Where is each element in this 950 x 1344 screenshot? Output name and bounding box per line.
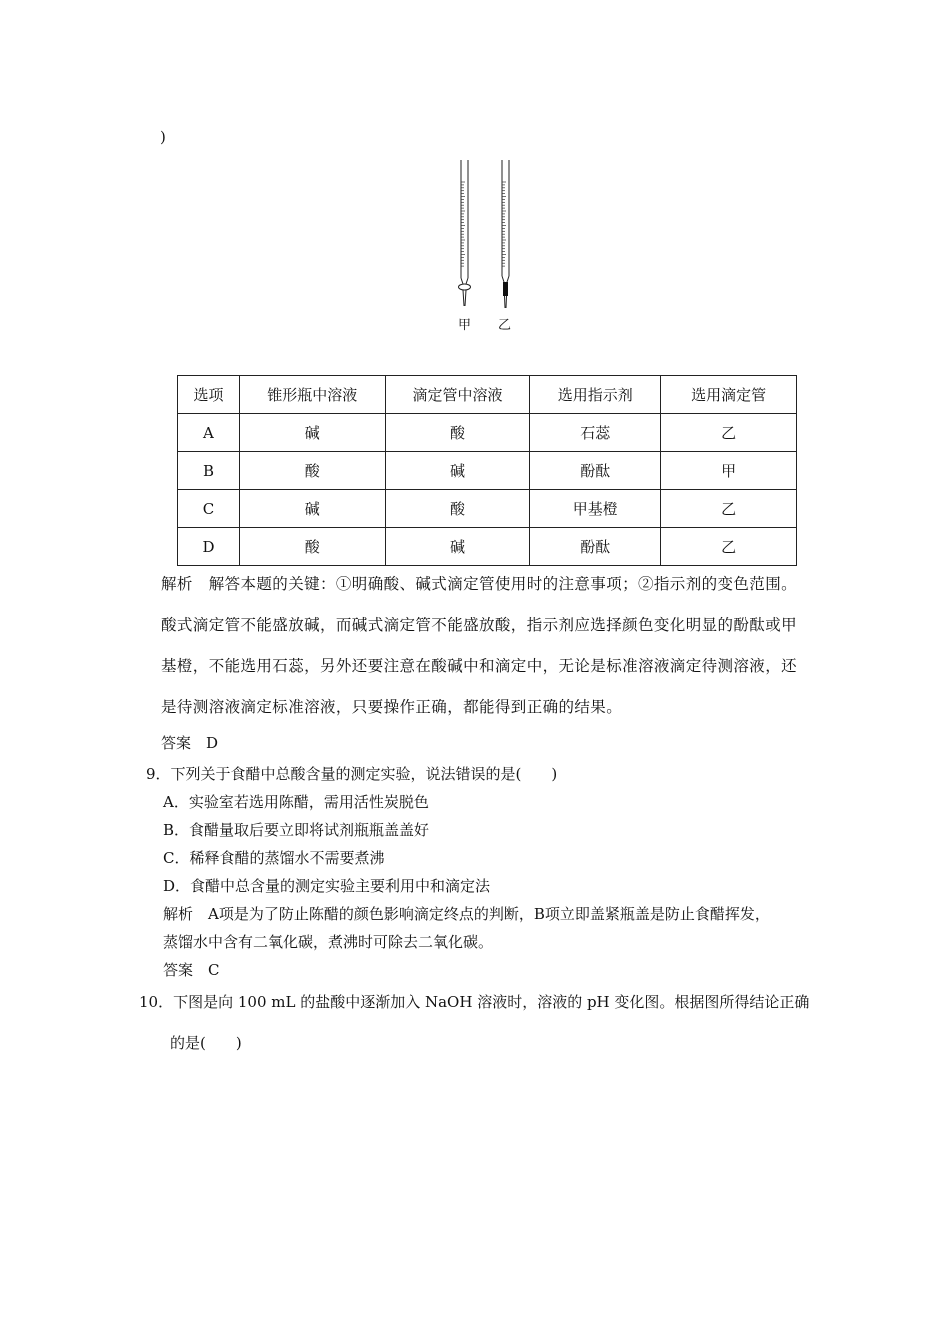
- figure-label-left: 甲: [458, 318, 472, 333]
- base-burette-scale: [502, 182, 506, 266]
- table-cell: 酚酞: [530, 452, 661, 490]
- table-row: [178, 528, 797, 566]
- table-cell: 酸: [239, 452, 385, 490]
- table-cell: 乙: [661, 414, 797, 452]
- top-fragment: ): [160, 128, 166, 146]
- acid-burette-scale: [461, 182, 465, 266]
- q9-analysis-line: 蒸馏水中含有二氧化碳，煮沸时可除去二氧化碳。: [163, 933, 494, 951]
- burette-figure: [440, 158, 530, 338]
- rubber-tube: [503, 282, 508, 296]
- table-cell: 酚酞: [530, 528, 661, 566]
- q8-analysis-line: 基橙，不能选用石蕊，另外还要注意在酸碱中和滴定中，无论是标准溶液滴定待测溶液，还: [161, 657, 798, 675]
- table-header-cell: 锥形瓶中溶液: [239, 376, 385, 414]
- table-row: [178, 452, 797, 490]
- q9-stem: 9．下列关于食醋中总酸含量的测定实验，说法错误的是( ): [146, 765, 558, 783]
- table-cell: 酸: [385, 490, 530, 528]
- table-cell: 碱: [239, 490, 385, 528]
- figure-label-right: 乙: [498, 318, 512, 333]
- options-table: [177, 375, 797, 566]
- table-cell: 乙: [661, 490, 797, 528]
- table-cell: 乙: [661, 528, 797, 566]
- q10-stem-line: 的是( ): [170, 1034, 242, 1052]
- table-cell: 碱: [385, 452, 530, 490]
- table-cell: 甲基橙: [530, 490, 661, 528]
- table-cell: D: [178, 528, 240, 566]
- q8-answer: 答案 D: [161, 734, 219, 752]
- table-cell: 甲: [661, 452, 797, 490]
- table-cell: C: [178, 490, 240, 528]
- table-header-cell: 选用滴定管: [661, 376, 797, 414]
- q8-analysis-line: 酸式滴定管不能盛放碱，而碱式滴定管不能盛放酸，指示剂应选择颜色变化明显的酚酞或甲: [161, 616, 798, 634]
- table-header-row: [178, 376, 797, 414]
- q9-option: D．食醋中总含量的测定实验主要利用中和滴定法: [163, 877, 491, 895]
- table-cell: B: [178, 452, 240, 490]
- q9-option: B．食醋量取后要立即将试剂瓶瓶盖盖好: [163, 821, 430, 839]
- table-cell: 石蕊: [530, 414, 661, 452]
- table-cell: 碱: [239, 414, 385, 452]
- table-row: [178, 414, 797, 452]
- table-cell: 碱: [385, 528, 530, 566]
- table-cell: 酸: [385, 414, 530, 452]
- table-cell: A: [178, 414, 240, 452]
- table-header-cell: 滴定管中溶液: [385, 376, 530, 414]
- table-cell: 酸: [239, 528, 385, 566]
- q8-analysis-line: 是待测溶液滴定标准溶液，只要操作正确，都能得到正确的结果。: [161, 698, 623, 716]
- q9-option: C．稀释食醋的蒸馏水不需要煮沸: [163, 849, 385, 867]
- burettes-illustration: [440, 158, 530, 338]
- q8-analysis-line: 解析 解答本题的关键：①明确酸、碱式滴定管使用时的注意事项；②指示剂的变色范围。: [161, 575, 798, 593]
- table-header-cell: 选用指示剂: [530, 376, 661, 414]
- q9-answer: 答案 C: [163, 961, 220, 979]
- q9-analysis-line: 解析 A项是为了防止陈醋的颜色影响滴定终点的判断，B项立即盖紧瓶盖是防止食醋挥发，: [163, 905, 770, 923]
- q9-option: A．实验室若选用陈醋，需用活性炭脱色: [163, 793, 429, 811]
- table-row: [178, 490, 797, 528]
- q10-stem-line: 10．下图是向 100 mL 的盐酸中逐渐加入 NaOH 溶液时，溶液的 pH 变化图。根据图所得结论正确: [139, 993, 810, 1011]
- table-header-cell: 选项: [178, 376, 240, 414]
